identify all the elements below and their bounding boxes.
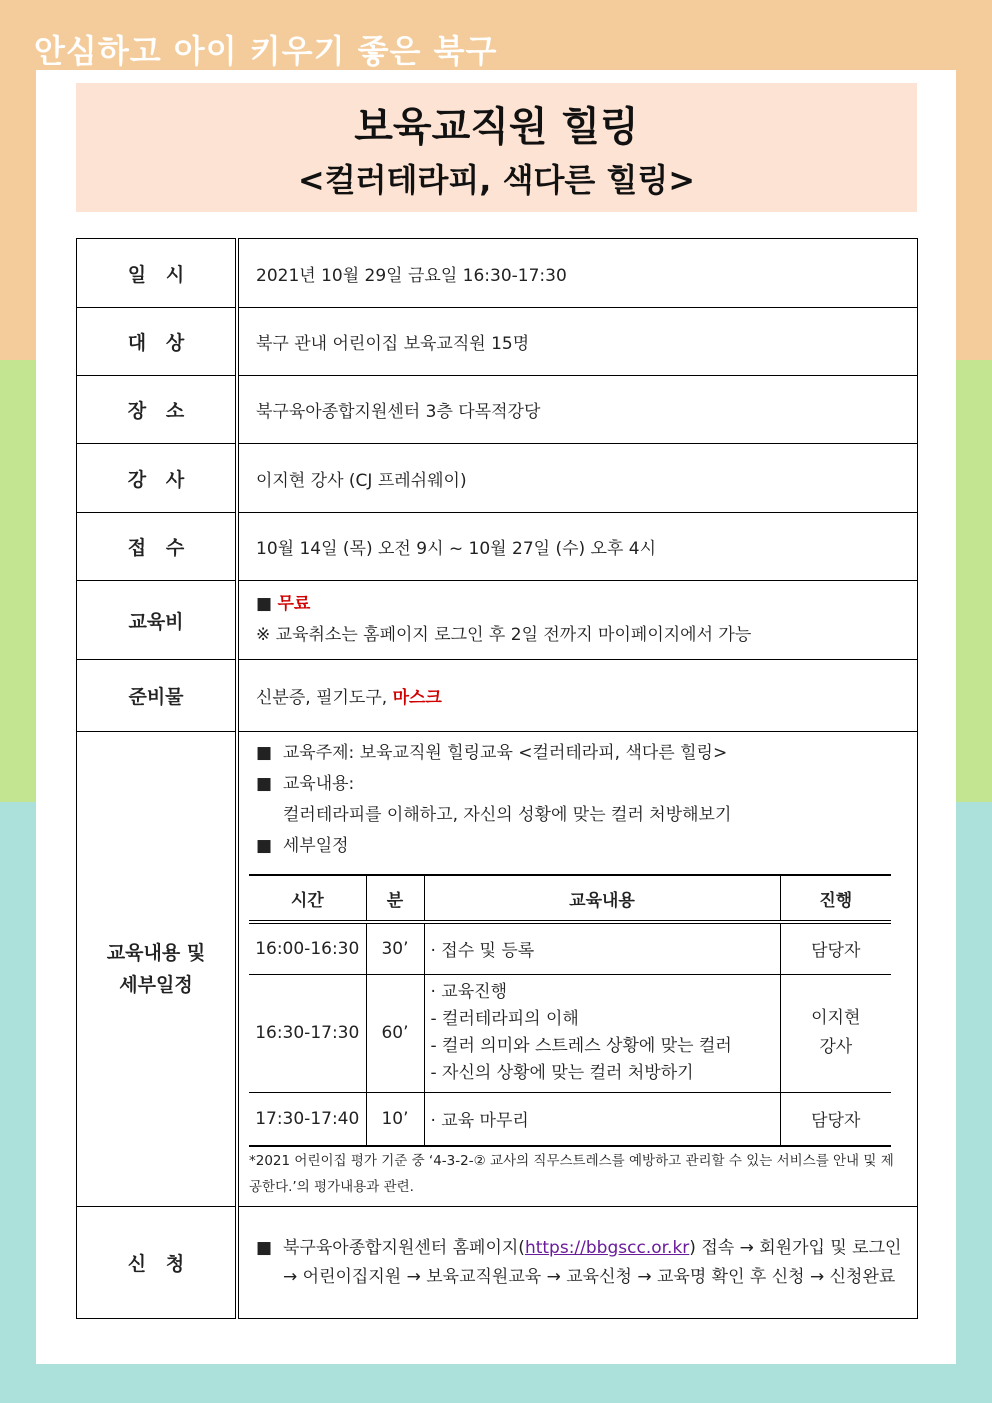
label-lecturer: 강 사 [77, 444, 238, 513]
schedule-min: 10’ [366, 1092, 424, 1146]
fee-line [256, 589, 917, 620]
schedule-lead-line: 강사 [819, 1037, 853, 1057]
label-place: 장 소 [77, 376, 238, 444]
label-content-line2: 세부일정 [119, 974, 193, 996]
schedule-header-time: 시간 [249, 875, 366, 922]
label-prep: 준비물 [77, 660, 238, 732]
label-fee: 교육비 [77, 581, 238, 660]
apply-text-before: 북구육아종합지원센터 홈페이지( [283, 1237, 525, 1258]
value-fee [237, 581, 918, 660]
row-registration [77, 513, 918, 581]
value-place: 북구육아종합지원센터 3층 다목적강당 [237, 376, 918, 444]
value-prep [237, 660, 918, 732]
label-content-line1: 교육내용 및 [106, 942, 206, 964]
schedule-lead [780, 974, 891, 1092]
label-date: 일 시 [77, 239, 238, 308]
prep-mask: 마스크 [392, 688, 442, 708]
row-target [77, 308, 918, 376]
value-apply [237, 1207, 918, 1319]
row-content [77, 732, 918, 1207]
fee-free: 무료 [277, 594, 311, 614]
label-content [77, 732, 238, 1207]
content-topic: ■ 교육주제: 보육교직원 힐링교육 <컬러테라피, 색다른 힐링> [256, 743, 728, 763]
schedule-time: 16:30-17:30 [249, 974, 366, 1092]
footnote: *2021 어린이집 평가 기준 중 ‘4-3-2-② 교사의 직무스트레스를 예방하고 관리할 수 있는 서비스를 안내 및 제공한다.’의 평가내용과 관련. [249, 1153, 894, 1195]
apply-text-after: ) 접속 → 회원가입 및 로그인 → 어린이집지원 → 보육교직원교육 → 교육신청 → 교육명 확인 후 신청 → 신청완료 [283, 1237, 902, 1287]
apply-text [283, 1234, 905, 1292]
schedule-header-content: 교육내용 [424, 875, 780, 922]
slogan: 안심하고 아이 키우기 좋은 북구 [34, 32, 498, 70]
content-text: 컬러테라피를 이해하고, 자신의 성황에 맞는 컬러 처방해보기 [283, 805, 732, 825]
value-target: 북구 관내 어린이집 보육교직원 15명 [237, 308, 918, 376]
row-fee [77, 581, 918, 660]
schedule-header-lead: 진행 [780, 875, 891, 922]
row-place [77, 376, 918, 444]
schedule-content-line: - 자신의 상황에 맞는 컬러 처방하기 [430, 1063, 694, 1083]
schedule-lead: 담당자 [780, 1092, 891, 1146]
label-apply: 신 청 [77, 1207, 238, 1319]
content-title: ■ 교육내용: [256, 774, 355, 794]
page-subtitle: <컬러테라피, 색다른 힐링> [297, 161, 696, 199]
homepage-link[interactable]: https://bbgscc.or.kr [524, 1237, 690, 1258]
bullet-icon: ■ [256, 1237, 273, 1258]
fee-note: ※ 교육취소는 홈페이지 로그인 후 2일 전까지 마이페이지에서 가능 [256, 625, 752, 645]
row-apply [77, 1207, 918, 1319]
schedule-time: 17:30-17:40 [249, 1092, 366, 1146]
schedule-title: ■ 세부일정 [256, 836, 349, 856]
schedule-content-line: · 교육진행 [430, 982, 507, 1002]
schedule-time: 16:00-16:30 [249, 922, 366, 974]
value-content [237, 732, 918, 1207]
schedule-header-row [249, 875, 891, 922]
schedule-min: 30’ [366, 922, 424, 974]
table-row [249, 922, 891, 974]
table-row [249, 1092, 891, 1146]
info-table [76, 238, 918, 1319]
schedule-table [249, 874, 891, 1147]
schedule-content: · 교육 마무리 [424, 1092, 780, 1146]
value-date: 2021년 10월 29일 금요일 16:30-17:30 [237, 239, 918, 308]
schedule-lead-line: 이지현 [811, 1008, 861, 1028]
schedule-content [424, 974, 780, 1092]
value-registration: 10월 14일 (목) 오전 9시 ~ 10월 27일 (수) 오후 4시 [237, 513, 918, 581]
title-box [76, 83, 917, 212]
schedule-lead: 담당자 [780, 922, 891, 974]
value-lecturer: 이지현 강사 (CJ 프레쉬웨이) [237, 444, 918, 513]
schedule-min: 60’ [366, 974, 424, 1092]
prep-items: 신분증, 필기도구, [256, 688, 393, 708]
schedule-header-min: 분 [366, 875, 424, 922]
schedule-content-line: - 컬러 의미와 스트레스 상황에 맞는 컬러 [430, 1036, 732, 1056]
row-date [77, 239, 918, 308]
label-registration: 접 수 [77, 513, 238, 581]
page-title: 보육교직원 힐링 [354, 104, 639, 150]
bullet-icon: ■ [256, 594, 273, 614]
schedule-content: · 접수 및 등록 [424, 922, 780, 974]
table-row [249, 974, 891, 1092]
row-prep [77, 660, 918, 732]
label-target: 대 상 [77, 308, 238, 376]
schedule-content-line: - 컬러테라피의 이해 [430, 1009, 579, 1029]
row-lecturer [77, 444, 918, 513]
